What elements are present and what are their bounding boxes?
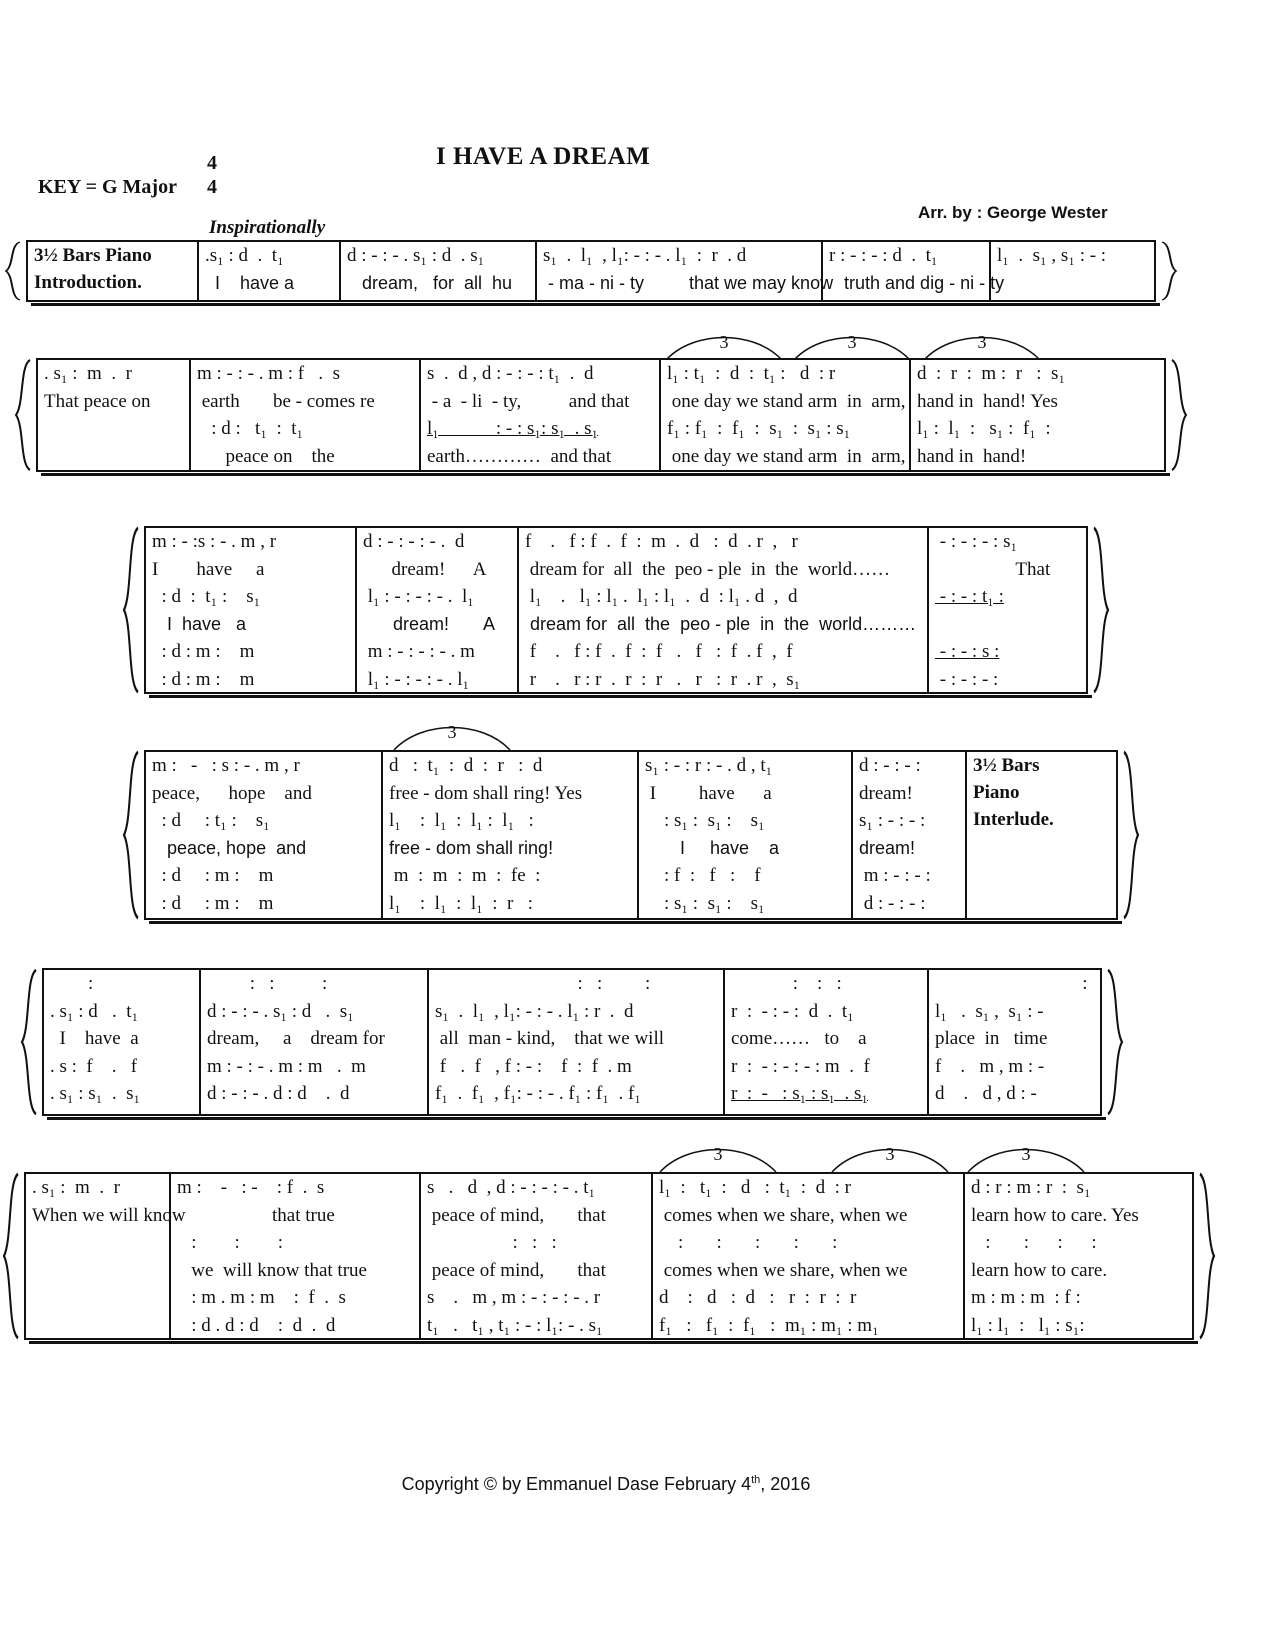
measure: s . d , d : - : - : - . t₁ peace of mind, that : : : peace of mind, that s . m , m : - : - : - . r t₁ . t₁ , t₁ : - : l₁: - . s₁ [420,1174,652,1339]
measure: f . f : f . f : m . d : d . r , r dream for all the peo - ple in the world…… l₁ . l₁ : l₁ . l₁ : l₁ . d : l₁ . d , d dream for all the peo - ple in the world……… f . f : f . f : f . f : f . f , f r . r : r . r : r . r : r . r , s₁ [518,528,928,693]
key-signature: KEY = G Major [38,176,177,198]
left-brace-icon [14,360,32,470]
measure: : : : s₁ . l₁ , l₁: - : - . l₁ : r . d all man - kind, that we will f . f , f : - : f : f . m f₁ . f₁ , f₁: - : - . f₁ : f₁ . f₁ [428,970,724,1114]
right-brace-icon [1198,1174,1216,1338]
measure: : l₁ . s₁ , s₁ : - place in time f . m , m : - d . d , d : - [928,970,1100,1114]
measure: . s₁ : m . r That peace on [44,363,151,412]
right-brace-icon [1160,242,1178,300]
measure: s₁ . l₁ , l₁: - : - . l₁ : r . d - ma - ni - ty that we may know [536,242,822,300]
measure: d : r : m : r : s₁ hand in hand! Yes l₁ : l₁ : s₁ : f₁ : hand in hand! [910,360,1164,470]
measure: d : r : m : r : s₁ learn how to care. Yes : : : : learn how to care. m : m : m : f : l₁ : l₁ : l₁ : s₁: [964,1174,1192,1339]
triplet-slur: 3 [664,330,784,362]
right-brace-icon [1092,528,1110,692]
right-brace-icon [1170,360,1188,470]
right-brace-icon [1122,752,1140,918]
triplet-slur: 3 [792,330,912,362]
measure: . s₁ : m . r When we will know [32,1177,186,1226]
measure: r : - : - : d . t₁ truth and dig - ni - ty [822,242,990,300]
interlude-label: 3½ Bars Piano Interlude. [966,752,1116,918]
measure: l₁ . s₁ , s₁ : - : [990,242,1154,300]
measure: - : - : - : s₁ That - : - : t₁ : - : - : s : - : - : - : [928,528,1086,693]
right-brace-icon [1106,970,1124,1114]
triplet-slur: 3 [658,1142,778,1174]
triplet-slur: 3 [922,330,1042,362]
triplet-slur: 3 [966,1142,1086,1174]
system-1 [26,240,1156,302]
measure: d : - : - : - . d dream! A l₁ : - : - : - . l₁ dream! A m : - : - : - . m l₁ : - : - : - . l₁ [356,528,518,693]
system-3 [144,526,1088,694]
left-brace-icon [122,752,140,918]
system-6 [24,1172,1194,1340]
measure: l₁ : t₁ : d : t₁ : d : r comes when we share, when we : : : : : comes when we share, when we d : d : d : r : r : r f₁ : f₁ : f₁ : m₁ : m₁ : m₁ [652,1174,964,1339]
left-brace-icon [20,970,38,1114]
left-brace-icon [122,528,140,692]
system-4 [144,750,1118,920]
intro-label: 3½ Bars Piano Introduction. [34,245,152,293]
left-brace-icon [4,242,22,300]
measure: l₁ : t₁ : d : t₁ : d : r one day we stand arm in arm, f₁ : f₁ : f₁ : s₁ : s₁ : s₁ one day we stand arm in arm, [660,360,910,470]
left-brace-icon [2,1174,20,1338]
measure: d : - : - . s₁ : d . s₁ dream, for all hu [340,242,536,300]
measure: m : - : - . m : f . s earth be - comes re : d : t₁ : t₁ peace on the [190,360,420,470]
arranger-credit: Arr. by : George Wester [918,203,1108,222]
time-signature-top: 4 [207,152,217,174]
song-title: I HAVE A DREAM [436,143,651,170]
system-2 [36,358,1166,472]
measure: : . s₁ : d . t₁ I have a . s : f . f . s₁ : s₁ . s₁ [50,973,141,1104]
time-signature-bottom: 4 [207,176,217,198]
measure: s₁ : - : r : - . d , t₁ I have a : s₁ : s₁ : s₁ I have a : f : f : f : s₁ : s₁ : s₁ [638,752,852,918]
measure: s . d , d : - : - : t₁ . d - a - li - ty, and that l₁ : - : s₁: s₁ . s₁ earth………… and that [420,360,660,470]
measure: .s₁ : d . t₁ I have a [198,242,340,300]
measure: : : : d : - : - . s₁ : d . s₁ dream, a dream for m : - : - . m : m . m d : - : - . d : d . d [200,970,428,1114]
measure: d : - : - : dream! s₁ : - : - : dream! m : - : - : d : - : - : [852,752,966,918]
copyright-notice: Copyright © by Emmanuel Dase February 4th, 2016 [401,1474,811,1494]
triplet-slur: 3 [392,720,512,752]
measure: d : t₁ : d : r : d free - dom shall ring! Yes l₁ : l₁ : l₁ : l₁ : free - dom shall ring! m : m : m : fe : l₁ : l₁ : l₁ : r : [382,752,638,918]
measure: m : - :s : - . m , r I have a : d : t₁ : s₁ I have a : d : m : m : d : m : m [152,531,277,690]
measure: : : : r : - : - : d . t₁ come…… to a r : - : - : - : m . f r : - : s₁ : s₁ . s₁ [724,970,928,1114]
system-5 [42,968,1102,1116]
triplet-slur: 3 [830,1142,950,1174]
measure: m : - : - : f . s that true : : : we will know that true : m . m : m : f . s : d . d : d : d . d [170,1174,420,1339]
tempo-marking: Inspirationally [209,217,326,238]
measure: m : - : s : - . m , r peace, hope and : d : t₁ : s₁ peace, hope and : d : m : m : d : m : m [152,755,312,914]
